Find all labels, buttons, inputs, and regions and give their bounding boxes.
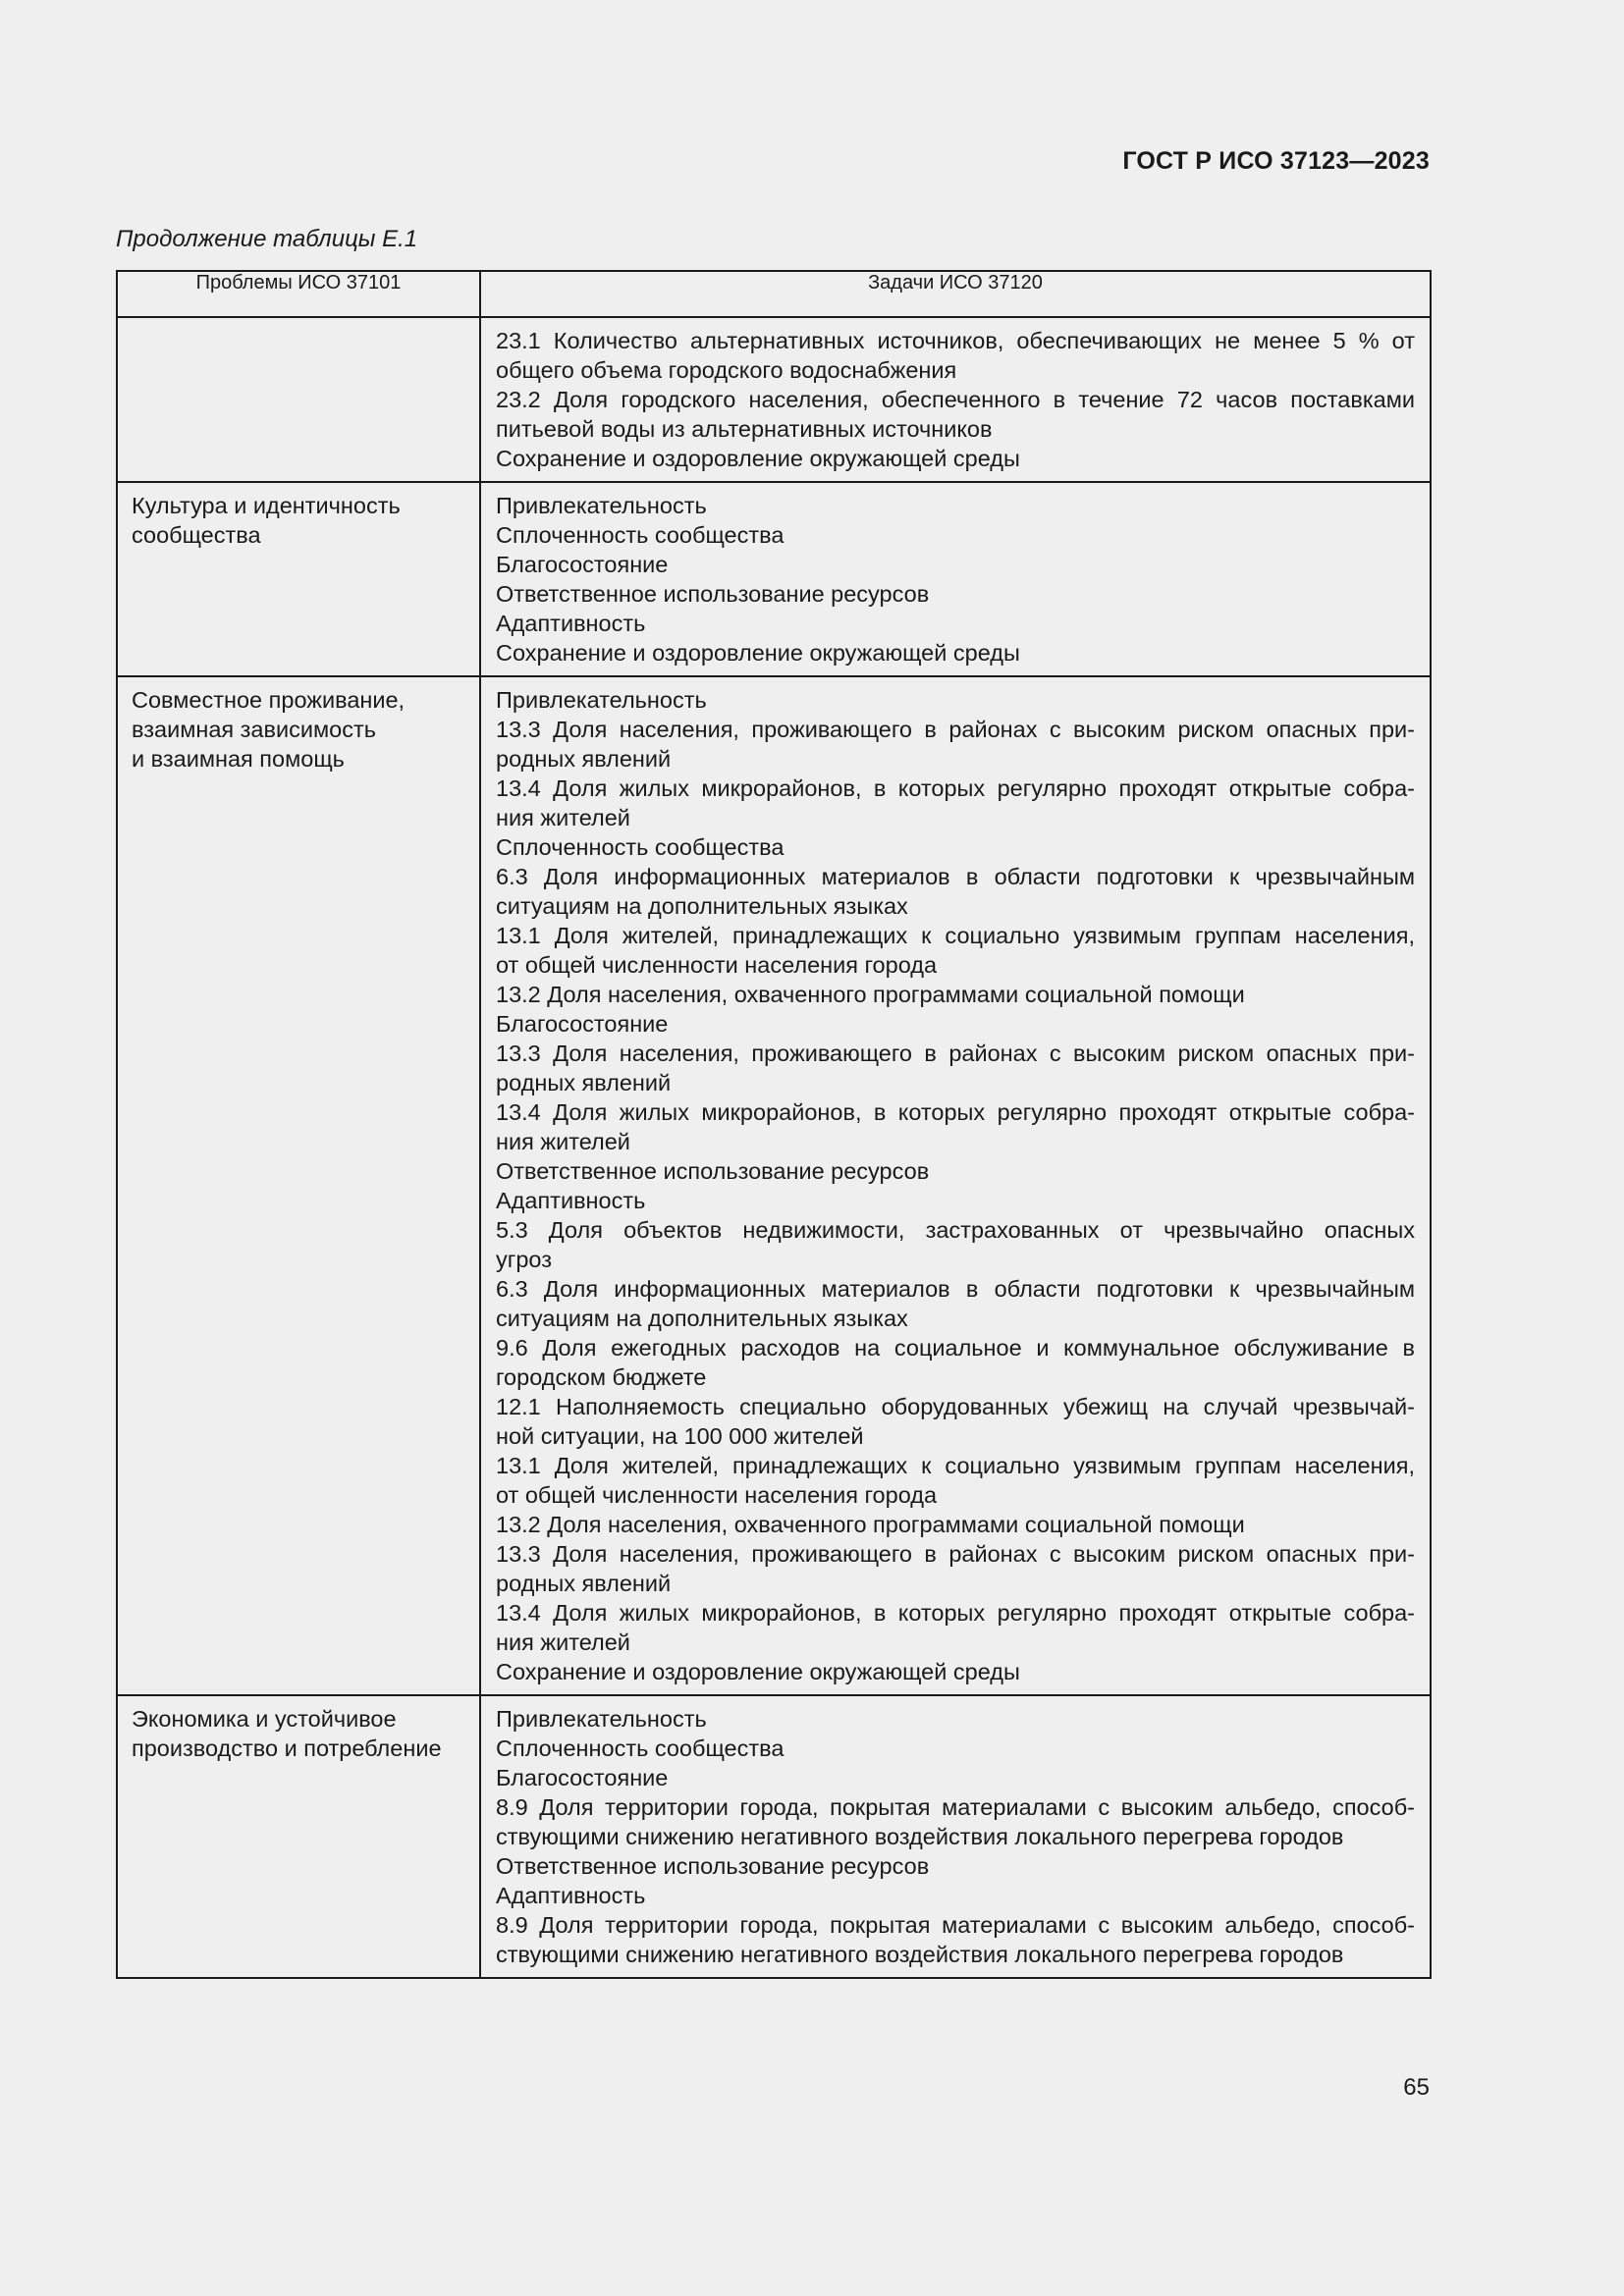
tasks-cell (480, 676, 1431, 1695)
task-line: 13.1 Доля жителей, принадлежащих к социально уязвимым группам населения, (496, 923, 1415, 948)
problem-cell (117, 317, 480, 482)
task-line: Благосостояние (496, 1765, 669, 1790)
task-line: общего объема городского водоснабжения (496, 357, 957, 383)
task-line: 6.3 Доля информационных материалов в области подготовки к чрезвычайным (496, 1276, 1415, 1302)
task-line: ния жителей (496, 1129, 630, 1154)
task-line: 13.4 Доля жилых микрорайонов, в которых регулярно проходят открытые собра- (496, 1099, 1415, 1125)
problem-text: Экономика и устойчивое производство и потребление (132, 1706, 442, 1761)
table-row (117, 1695, 1431, 1978)
task-line: ситуациям на дополнительных языках (496, 1306, 908, 1331)
table-body (117, 317, 1431, 1978)
task-line: от общей численности населения города (496, 1482, 938, 1508)
task-line: 23.1 Количество альтернативных источников, обеспечивающих не менее 5 % от (496, 328, 1415, 353)
column-header-tasks: Задачи ИСО 37120 (480, 271, 1431, 317)
problem-text: Совместное проживание, взаимная зависимость и взаимная помощь (132, 687, 406, 772)
tasks-list (481, 483, 1430, 675)
tasks-list (481, 1696, 1430, 1977)
table-row (117, 676, 1431, 1695)
task-line: Сплоченность сообщества (496, 1735, 785, 1761)
indicators-table (116, 270, 1432, 1979)
table-row (117, 317, 1431, 482)
task-line: Сплоченность сообщества (496, 522, 785, 548)
task-line: родных явлений (496, 746, 672, 772)
task-line: 13.3 Доля населения, проживающего в районах с высоким риском опасных при- (496, 1541, 1415, 1567)
task-line: Привлекательность (496, 687, 707, 713)
column-header-problems: Проблемы ИСО 37101 (117, 271, 480, 317)
tasks-cell (480, 317, 1431, 482)
task-line: Ответственное использование ресурсов (496, 581, 930, 607)
task-line: Сохранение и оздоровление окружающей среды (496, 446, 1020, 471)
problem-text: Культура и идентичность сообщества (132, 493, 401, 548)
task-line: 9.6 Доля ежегодных расходов на социальное и коммунальное обслуживание в (496, 1335, 1415, 1361)
task-line: угроз (496, 1247, 552, 1272)
task-line: Сплоченность сообщества (496, 834, 785, 860)
task-line: 13.3 Доля населения, проживающего в районах с высоким риском опасных при- (496, 1041, 1415, 1066)
task-line: 12.1 Наполняемость специально оборудованных убежищ на случай чрезвычай- (496, 1394, 1415, 1419)
task-line: 13.2 Доля населения, охваченного программами социальной помощи (496, 982, 1245, 1007)
problem-cell (117, 676, 480, 1695)
problem-cell (117, 1695, 480, 1978)
task-line: ситуациям на дополнительных языках (496, 893, 908, 919)
task-line: ствующими снижению негативного воздействия локального перегрева городов (496, 1942, 1344, 1967)
task-line: ной ситуации, на 100 000 жителей (496, 1423, 864, 1449)
task-line: Привлекательность (496, 1706, 707, 1732)
tasks-cell (480, 1695, 1431, 1978)
task-line: от общей численности населения города (496, 952, 938, 978)
task-line: ния жителей (496, 1629, 630, 1655)
table-caption: Продолжение таблицы Е.1 (116, 226, 418, 252)
problem-cell (117, 482, 480, 676)
task-line: 6.3 Доля информационных материалов в области подготовки к чрезвычайным (496, 864, 1415, 889)
page-number: 65 (1403, 2074, 1430, 2101)
task-line: Сохранение и оздоровление окружающей среды (496, 640, 1020, 666)
table-header-row (117, 271, 1431, 317)
task-line: Адаптивность (496, 1188, 646, 1213)
task-line: 5.3 Доля объектов недвижимости, застрахованных от чрезвычайно опасных (496, 1217, 1415, 1243)
task-line: родных явлений (496, 1070, 672, 1095)
task-line: Благосостояние (496, 552, 669, 577)
table-row (117, 482, 1431, 676)
tasks-cell (480, 482, 1431, 676)
task-line: Ответственное использование ресурсов (496, 1158, 930, 1184)
task-line: 8.9 Доля территории города, покрытая материалами с высоким альбедо, способ- (496, 1912, 1415, 1938)
task-line: 13.2 Доля населения, охваченного программами социальной помощи (496, 1512, 1245, 1537)
task-line: Ответственное использование ресурсов (496, 1853, 930, 1879)
task-line: Адаптивность (496, 1883, 646, 1908)
task-line: Адаптивность (496, 611, 646, 636)
task-line: питьевой воды из альтернативных источников (496, 416, 993, 442)
task-line: ствующими снижению негативного воздействия локального перегрева городов (496, 1824, 1344, 1849)
task-line: городском бюджете (496, 1364, 707, 1390)
task-line: 13.4 Доля жилых микрорайонов, в которых регулярно проходят открытые собра- (496, 775, 1415, 801)
task-line: 13.1 Доля жителей, принадлежащих к социально уязвимым группам населения, (496, 1453, 1415, 1478)
tasks-list (481, 677, 1430, 1694)
task-line: ния жителей (496, 805, 630, 830)
task-line: родных явлений (496, 1571, 672, 1596)
document-code: ГОСТ Р ИСО 37123—2023 (1122, 147, 1430, 175)
task-line: 13.3 Доля населения, проживающего в районах с высоким риском опасных при- (496, 717, 1415, 742)
task-line: Сохранение и оздоровление окружающей среды (496, 1659, 1020, 1684)
task-line: 8.9 Доля территории города, покрытая материалами с высоким альбедо, способ- (496, 1794, 1415, 1820)
problem-text (118, 318, 479, 336)
tasks-list (481, 318, 1430, 481)
task-line: Благосостояние (496, 1011, 669, 1037)
task-line: 23.2 Доля городского населения, обеспеченного в течение 72 часов поставками (496, 387, 1415, 412)
task-line: 13.4 Доля жилых микрорайонов, в которых регулярно проходят открытые собра- (496, 1600, 1415, 1626)
task-line: Привлекательность (496, 493, 707, 518)
